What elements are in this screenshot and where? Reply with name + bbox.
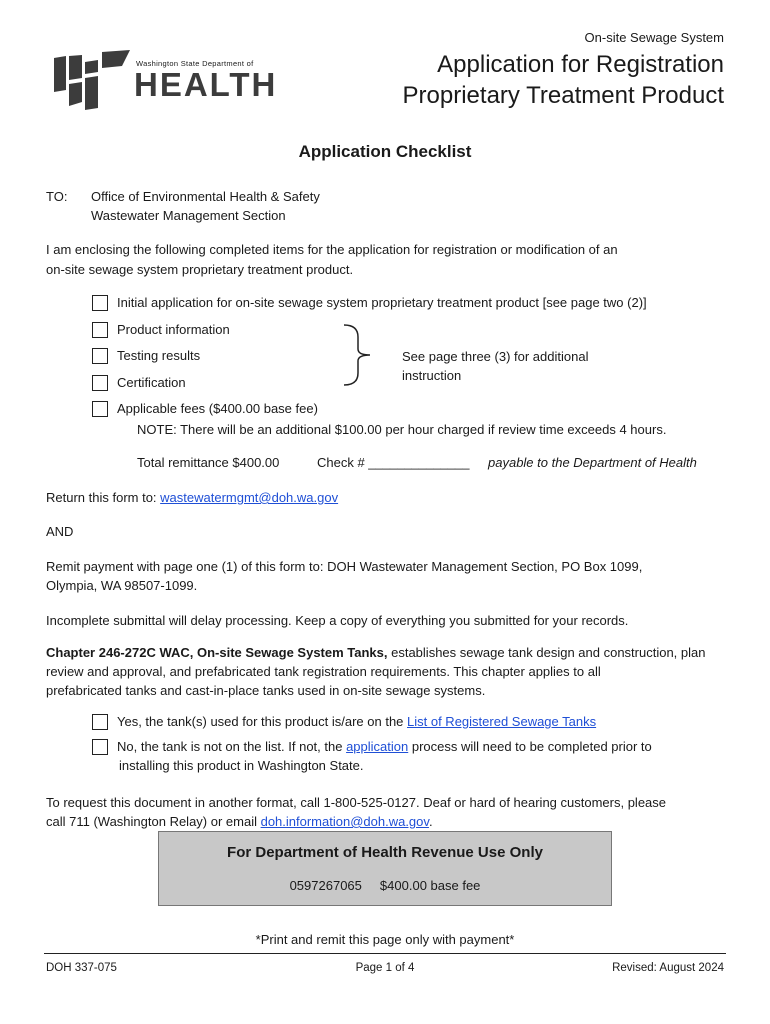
to-office: Office of Environmental Health & Safety (91, 189, 320, 204)
application-link[interactable]: application (346, 739, 409, 754)
item-certification: Certification (117, 375, 186, 390)
chapter-line3: prefabricated tanks and cast-in-place tanks used in on-site sewage systems. (46, 683, 486, 698)
doh-information-email-link[interactable]: doh.information@doh.wa.gov (260, 814, 429, 829)
form-title-line2: Proprietary Treatment Product (402, 82, 724, 109)
chapter-line1 (46, 643, 705, 663)
print-note: *Print and remit this page only with payment* (255, 932, 515, 947)
check-number-field[interactable]: Check # ______________ (317, 455, 470, 470)
tank-not-on-list-line2: installing this product in Washington State. (119, 758, 364, 773)
request-line2 (46, 812, 433, 832)
remit-line1: Remit payment with page one (1) of this form to: DOH Wastewater Management Section, PO Box 1099, (46, 559, 643, 574)
checkbox-tank-not-on-list[interactable] (92, 739, 108, 755)
payable-to: payable to the Department of Health (488, 455, 697, 470)
item-testing-results: Testing results (117, 348, 201, 363)
chapter-line2: review and approval, and prefabricated tank registration requirements. This chapter applies to all (46, 664, 601, 679)
incomplete-notice: Incomplete submittal will delay processing. Keep a copy of everything you submitted for your records. (46, 613, 629, 628)
intro-line2: on-site sewage system proprietary treatment product. (46, 262, 354, 277)
item-applicable-fees: Applicable fees ($400.00 base fee) (117, 401, 318, 416)
tank-on-list-option (117, 712, 596, 732)
checklist-heading: Application Checklist (298, 142, 472, 161)
footer-form-number: DOH 337-075 (46, 962, 117, 974)
revenue-box-title: For Department of Health Revenue Use Only (227, 844, 543, 861)
revenue-use-box (158, 831, 612, 906)
request-line2-text: call 711 (Washington Relay) or email (46, 814, 261, 829)
and-text: AND (46, 524, 74, 539)
checkbox-certification[interactable] (92, 375, 108, 391)
footer-revised-date: Revised: August 2024 (612, 962, 724, 974)
tank-not-on-list-option (117, 737, 652, 757)
remit-line2: Olympia, WA 98507-1099. (46, 578, 198, 593)
footer-page-number: Page 1 of 4 (355, 962, 415, 974)
see-page-three-line1: See page three (3) for additional (402, 349, 589, 364)
checkbox-initial-application[interactable] (92, 295, 108, 311)
see-page-three-line2: instruction (402, 368, 462, 383)
checkbox-tank-on-list[interactable] (92, 714, 108, 730)
return-label: Return this form to: (46, 490, 161, 505)
request-line2-period: . (428, 814, 433, 829)
checkbox-product-information[interactable] (92, 322, 108, 338)
total-remittance: Total remittance $400.00 (137, 455, 280, 470)
checkbox-testing-results[interactable] (92, 348, 108, 364)
chapter-title: Chapter 246-272C WAC, On-site Sewage System Tanks, (46, 645, 388, 660)
checkbox-applicable-fees[interactable] (92, 401, 108, 417)
item-product-information: Product information (117, 322, 230, 337)
logo-department-text: Washington State Department of (136, 59, 254, 68)
tank-no-suffix: process will need to be completed prior to (408, 739, 652, 754)
intro-line1: I am enclosing the following completed items for the application for registration or modification of an (46, 242, 618, 257)
footer-divider (44, 953, 726, 954)
request-line1: To request this document in another format, call 1-800-525-0127. Deaf or hard of hearing customers, please (46, 795, 667, 810)
chapter-line1-rest: establishes sewage tank design and construction, plan (387, 645, 706, 660)
return-line (46, 488, 338, 508)
form-title-line1: Application for Registration (437, 51, 724, 78)
doh-logo-mark-icon (52, 50, 132, 112)
right-brace-icon (340, 323, 380, 387)
logo-health-text: HEALTH (134, 66, 278, 103)
return-email-link[interactable]: wastewatermgmt@doh.wa.gov (160, 490, 339, 505)
fee-note: NOTE: There will be an additional $100.00 per hour charged if review time exceeds 4 hours. (137, 422, 667, 437)
tank-yes-text: Yes, the tank(s) used for this product is/are on the (117, 714, 408, 729)
to-label: TO: (46, 189, 68, 204)
revenue-box-code: 0597267065 $400.00 base fee (289, 878, 481, 893)
to-section: Wastewater Management Section (91, 208, 286, 223)
doh-logo (52, 50, 278, 112)
registered-tanks-link[interactable]: List of Registered Sewage Tanks (407, 714, 597, 729)
item-initial-application: Initial application for on-site sewage system proprietary treatment product [see page two (2)] (117, 295, 647, 310)
tank-no-text: No, the tank is not on the list. If not, the (117, 739, 347, 754)
program-name: On-site Sewage System (584, 30, 724, 45)
